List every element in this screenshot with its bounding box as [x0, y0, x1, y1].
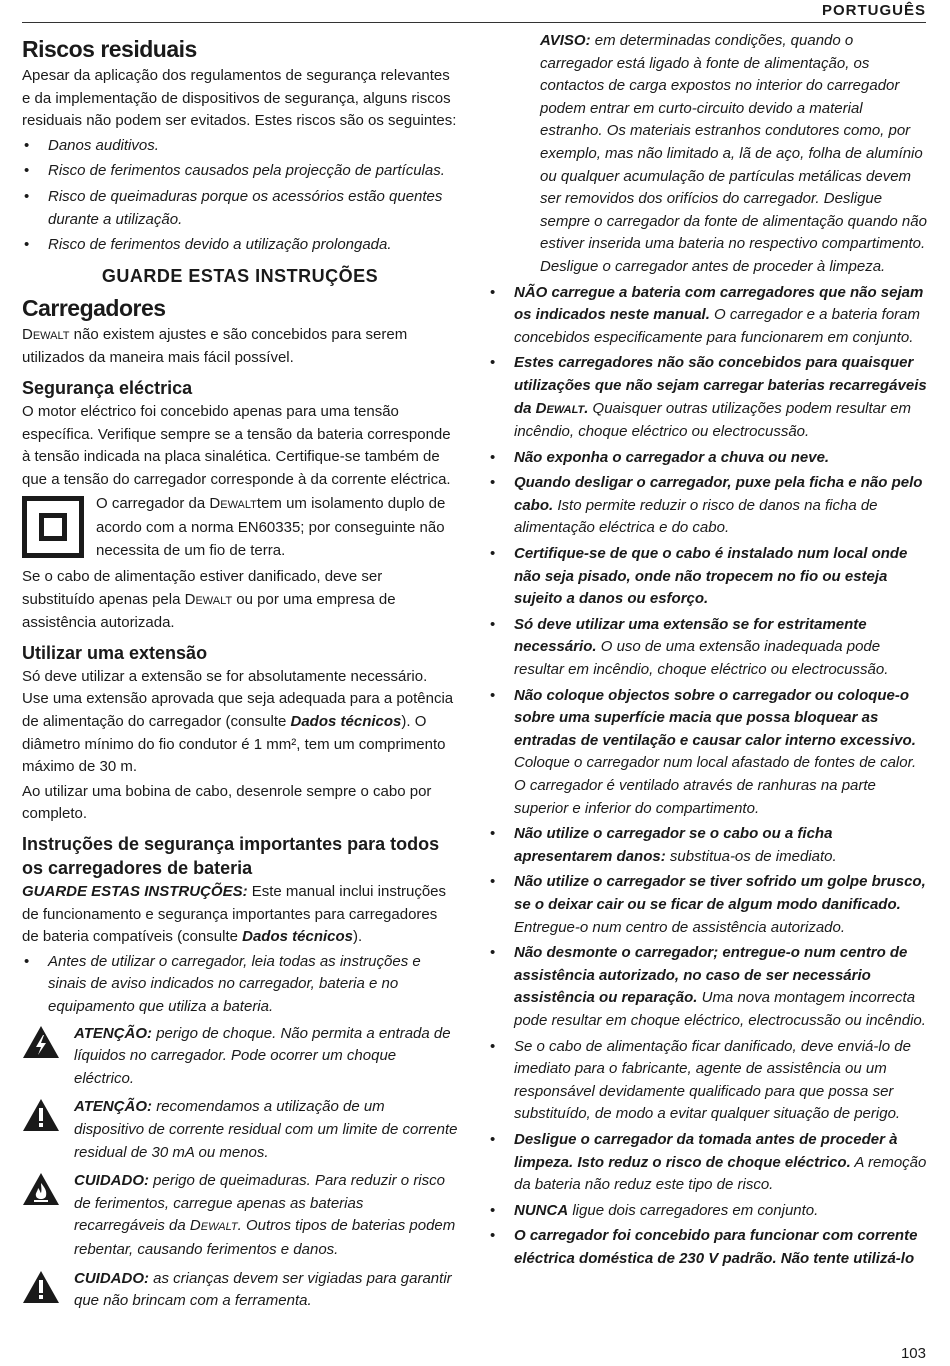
list-item: • O carregador foi concebido para funcionar com corrente eléctrica doméstica de 230 V padrão. Não tente utilizá-lo [488, 1225, 928, 1270]
chargers-heading: Carregadores [22, 294, 166, 321]
list-item: • NÃO carregue a bateria com carregadores que não sejam os indicados neste manual. O carregador e a bateria foram concebidos especificamente para funcionarem em conjunto. [488, 282, 928, 350]
list-item: • Não coloque objectos sobre o carregador ou coloque-o sobre uma superfície macia que possa bloquear as entradas de ventilação e causar calor interno excessivo. Coloque o carregador num local afastado de fontes de calor. O carregador é ventilado através de ranhuras na parte superior e inferior do compartimento. [488, 685, 928, 821]
list-item: • Se o cabo de alimentação ficar danificado, deve enviá-lo de imediato para o fabricante, agente de assistência ou um responsável devidamente qualificado para que possa ser substituído, de modo a evitar qualquer situação de perigo. [488, 1036, 928, 1126]
electrical-safety-heading: Segurança eléctrica [22, 377, 193, 398]
list-item: • Danos auditivos. [22, 135, 458, 158]
residual-risks-intro: Apesar da aplicação dos regulamentos de segurança relevantes e da implementação de dispositivos de segurança, alguns riscos residuais não podem ser evitados. Estes riscos são os seguintes: [22, 67, 457, 130]
notice-paragraph: AVISO: em determinadas condições, quando o carregador está ligado à fonte de alimentação, os contactos de carga expostos no interior do carregador podem entrar em curto-circuito devido a material estranho. Os materiais estranhos condutores como, por exemplo, mas não limitado a, lã de aço, folha de alumínio ou qualquer acumulação de partículas metálicas devem ser removidos dos orifícios do carregador. Desligue sempre o carregador da fonte de alimentação quando não estiver inserida uma bateria no respectivo compartimento. Desligue o carregador antes de proceder à limpeza. [540, 32, 927, 275]
fire-hazard-icon [22, 1172, 60, 1206]
double-insulation-icon [22, 496, 84, 558]
residual-risks-heading: Riscos residuais [22, 36, 197, 62]
list-item: • Não utilize o carregador se o cabo ou a ficha apresentarem danos: substitua-os de imediato. [488, 823, 928, 868]
important-safety-heading: Instruções de segurança importantes para todos os carregadores de bateria [22, 834, 440, 879]
extension-reel-text: Ao utilizar uma bobina de cabo, desenrole sempre o cabo por completo. [22, 782, 432, 823]
electric-shock-warning-icon [22, 1025, 60, 1059]
list-item: • Antes de utilizar o carregador, leia todas as instruções e sinais de aviso indicados no carregador, bateria e no equipamento que utiliza a bateria. [22, 951, 458, 1019]
extension-heading: Utilizar uma extensão [22, 642, 208, 663]
list-item: • Não exponha o carregador a chuva ou neve. [488, 447, 928, 470]
list-item: • Quando desligar o carregador, puxe pela ficha e não pelo cabo. Isto permite reduzir o risco de danos na ficha de alimentação eléctrica e do cabo. [488, 472, 928, 540]
cable-replacement-text: Se o cabo de alimentação estiver danificado, deve ser substituído apenas pela DEWALT ou por uma empresa de assistência autorizada. [22, 568, 396, 632]
double-insulation-text: O carregador da DEWALTtem um isolamento duplo de acordo com a norma EN60335; por conseguinte não necessita de um fio de terra. [96, 495, 446, 559]
list-item: • Certifique-se de que o cabo é instalado num local onde não seja pisado, onde não tropecem no fio ou esteja sujeito a danos ou esforço. [488, 543, 928, 611]
right-column [488, 30, 928, 1273]
extension-text: Só deve utilizar a extensão se for absolutamente necessário. Use uma extensão aprovada que seja adequada para a potência de alimentação do carregador (consulte Dados técnicos). O diâmetro mínimo do fio condutor é 1 mm², tem um comprimento máximo de 30 m. [22, 667, 454, 776]
charger-safety-list [488, 282, 928, 1271]
list-item: • Estes carregadores não são concebidos para quaisquer utilizações que não sejam carregar baterias recarregáveis da DEWALT. Quaisquer outras utilizações podem resultar em incêndio, choque eléctrico ou electrocussão. [488, 352, 928, 443]
rcd-warning: ATENÇÃO: recomendamos a utilização de um dispositivo de corrente residual com um limite de corrente residual de 30 mA ou menos. [22, 1096, 458, 1164]
double-insulation-row [22, 493, 458, 564]
list-item: • Risco de ferimentos devido a utilização prolongada. [22, 234, 458, 257]
shock-warning: ATENÇÃO: perigo de choque. Não permita a entrada de líquidos no carregador. Pode ocorrer um choque eléctrico. [22, 1023, 458, 1091]
general-warning-icon [22, 1270, 60, 1304]
chargers-text: DEWALT não existem ajustes e são concebidos para serem utilizados da maneira mais fácil possível. [22, 325, 408, 367]
language-label: PORTUGUÊS [821, 2, 926, 19]
page-number: 103 [900, 1345, 926, 1362]
list-item: • Risco de queimaduras porque os acessórios estão quentes durante a utilização. [22, 186, 458, 231]
save-instructions-heading: GUARDE ESTAS INSTRUÇÕES [101, 265, 379, 286]
list-item: • Desligue o carregador da tomada antes de proceder à limpeza. Isto reduz o risco de choque eléctrico. A remoção da bateria não reduz este tipo de risco. [488, 1129, 928, 1197]
list-item: • Não utilize o carregador se tiver sofrido um golpe brusco, se o deixar cair ou se ficar de algum modo danificado. Entregue-o num centro de assistência autorizado. [488, 871, 928, 939]
list-item: • Não desmonte o carregador; entregue-o num centro de assistência autorizado, no caso de ser necessário assistência ou reparação. Uma nova montagem incorrecta pode resultar em choque eléctrico, electrocussão ou incêndio. [488, 942, 928, 1032]
list-item: • NUNCA ligue dois carregadores em conjunto. [488, 1200, 928, 1223]
before-use-list [22, 951, 458, 1019]
children-caution: CUIDADO: as crianças devem ser vigiadas para garantir que não brincam com a ferramenta. [22, 1268, 458, 1313]
header-rule [22, 22, 926, 23]
important-safety-text: GUARDE ESTAS INSTRUÇÕES: Este manual inclui instruções de funcionamento e segurança importantes para carregadores de bateria compatíveis (consulte Dados técnicos). [22, 883, 447, 946]
list-item: • Só deve utilizar uma extensão se for estritamente necessário. O uso de uma extensão inadequada pode resultar em incêndio, choque eléctrico ou electrocussão. [488, 614, 928, 682]
electrical-safety-text: O motor eléctrico foi concebido apenas para uma tensão específica. Verifique sempre se a tensão da bateria corresponde à tensão indicada na placa sinalética. Certifique-se também de que a tensão do carregador corresponde à da corrente eléctrica. [22, 402, 451, 488]
list-item: • Risco de ferimentos causados pela projecção de partículas. [22, 160, 458, 183]
burn-caution: CUIDADO: perigo de queimaduras. Para reduzir o risco de ferimentos, carregue apenas as baterias recarregáveis da DEWALT. Outros tipos de baterias podem rebentar, causando ferimentos e danos. [22, 1170, 458, 1261]
left-column [22, 30, 458, 1319]
general-warning-icon [22, 1098, 60, 1132]
residual-risks-list [22, 135, 458, 257]
